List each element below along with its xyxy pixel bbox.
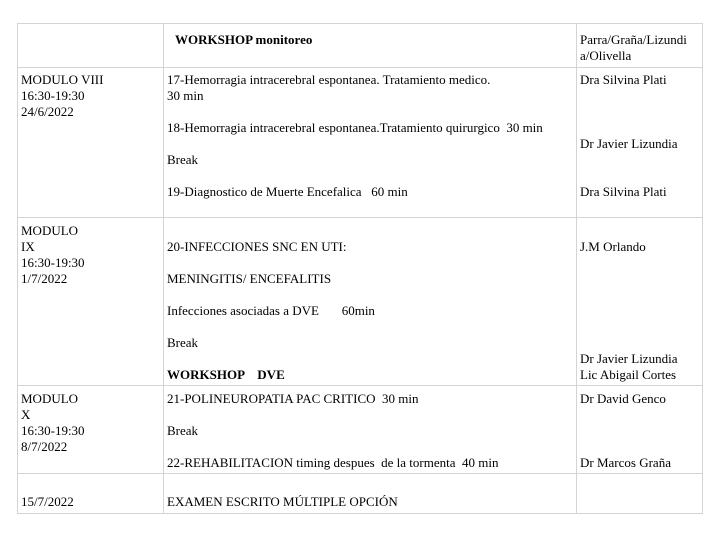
workshop-dve-title: WORKSHOP DVE [167, 367, 285, 382]
row-divider [17, 473, 703, 474]
break-label: Break [167, 335, 199, 350]
table-border-top [17, 23, 703, 24]
speaker-name: Dr Javier Lizundia [580, 136, 678, 151]
speaker-name: a/Olivella [580, 48, 632, 63]
table-border-right [702, 23, 703, 514]
speaker-name: Dra Silvina Plati [580, 184, 667, 199]
module-date: 8/7/2022 [21, 439, 68, 454]
column-divider [163, 23, 164, 514]
module-date: 1/7/2022 [21, 271, 68, 286]
break-label: Break [167, 423, 199, 438]
module-label: MODULO [21, 391, 79, 406]
topic-item: 19-Diagnostico de Muerte Encefalica 60 min [167, 184, 408, 199]
topic-item: 20-INFECCIONES SNC EN UTI: [167, 239, 347, 254]
module-label: IX [21, 239, 35, 254]
speaker-name: Parra/Graña/Lizundi [580, 32, 687, 47]
table-border-left [17, 23, 18, 514]
row-divider [17, 217, 703, 218]
topic-item: Infecciones asociadas a DVE 60min [167, 303, 375, 318]
column-divider [576, 23, 577, 514]
module-time: 16:30-19:30 [21, 255, 85, 270]
module-label: MODULO [21, 223, 79, 238]
speaker-name: Dr David Genco [580, 391, 666, 406]
speaker-name: Lic Abigail Cortes [580, 367, 677, 382]
module-label: X [21, 407, 31, 422]
speaker-name: Dra Silvina Plati [580, 72, 667, 87]
module-time: 16:30-19:30 [21, 423, 85, 438]
row-divider [17, 385, 703, 386]
speaker-name: Dr Marcos Graña [580, 455, 671, 470]
topic-item: 21-POLINEUROPATIA PAC CRITICO 30 min [167, 391, 419, 406]
topic-item: MENINGITIS/ ENCEFALITIS [167, 271, 332, 286]
workshop-monitoreo-title: WORKSHOP monitoreo [175, 32, 313, 47]
module-date: 15/7/2022 [21, 494, 74, 509]
topic-item: 22-REHABILITACION timing despues de la tormenta 40 min [167, 455, 499, 470]
topic-item: 30 min [167, 88, 204, 103]
module-label: MODULO VIII [21, 72, 104, 87]
exam-title: EXAMEN ESCRITO MÚLTIPLE OPCIÓN [167, 494, 398, 509]
row-divider [17, 67, 703, 68]
module-time: 16:30-19:30 [21, 88, 85, 103]
speaker-name: Dr Javier Lizundia [580, 351, 678, 366]
module-date: 24/6/2022 [21, 104, 74, 119]
table-border-bottom [17, 513, 703, 514]
topic-item: 18-Hemorragia intracerebral espontanea.Tratamiento quirurgico 30 min [167, 120, 543, 135]
break-label: Break [167, 152, 199, 167]
speaker-name: J.M Orlando [580, 239, 646, 254]
topic-item: 17-Hemorragia intracerebral espontanea. Tratamiento medico. [167, 72, 491, 87]
